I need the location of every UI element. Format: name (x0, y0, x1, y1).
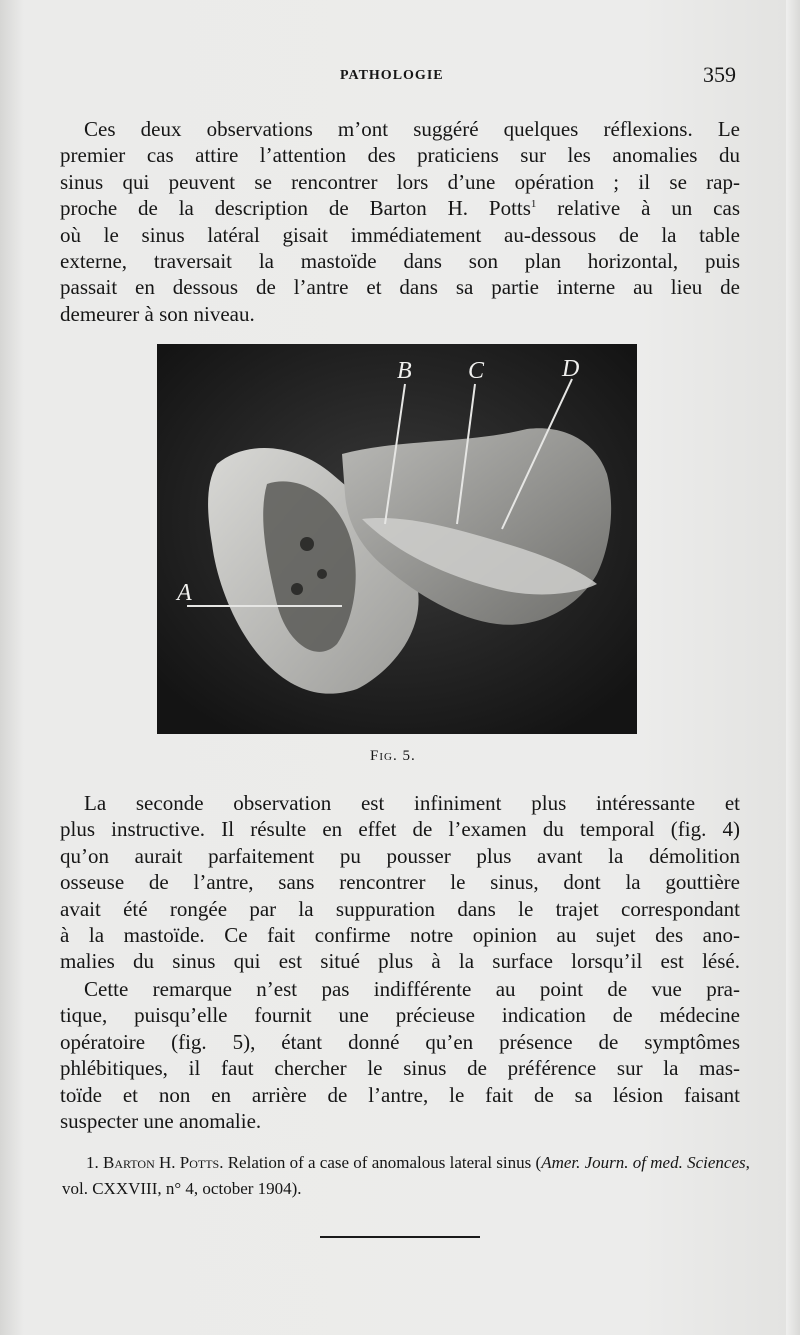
paragraph-2 (60, 790, 740, 975)
text-line: qu’on aurait parfaitement pu pousser plus avant la démolition (60, 843, 740, 868)
page-edge-shadow (786, 0, 800, 1335)
footnote (62, 1150, 752, 1202)
figure-caption: Fig. 5. (370, 748, 416, 764)
text-line: plus instructive. Il résulte en effet de l’examen du temporal (fig. 4) (60, 817, 740, 842)
figure-label-c: C (468, 358, 485, 384)
paragraph-1 (60, 116, 740, 327)
text-line: osseuse de l’antre, sans rencontrer le sinus, dont la gouttière (60, 870, 740, 895)
figure-label-b: B (397, 358, 412, 384)
text-line: Cette remarque n’est pas indifférente au point de vue pra- (84, 977, 740, 1001)
footnote-text: , vol. CXXVIII, n° 4, october 1904). (62, 1153, 750, 1198)
text-line: à la mastoïde. Ce fait confirme notre opinion au sujet des ano- (60, 923, 740, 948)
text-line: toïde et non en arrière de l’antre, le fait de sa lésion faisant (60, 1082, 740, 1107)
air-cell (291, 583, 303, 595)
footnote-author: Barton H. Potts. (103, 1153, 224, 1172)
footnote-number: 1. (86, 1153, 99, 1172)
text-line: Ces deux observations m’ont suggéré quelques réflexions. Le (84, 117, 740, 141)
running-head: PATHOLOGIE (340, 68, 444, 83)
text-line: malies du sinus qui est situé plus à la surface lorsqu’il est lésé. (60, 949, 740, 974)
figure-5-photograph (157, 344, 637, 734)
text-segment: relative à un cas (536, 196, 740, 221)
text-line-with-footnote (60, 195, 740, 221)
temporal-bone-photo (157, 344, 637, 734)
text-line: où le sinus latéral gisait immédiatement au-dessous de la table (60, 222, 740, 247)
text-segment: proche de la description de Barton H. Potts (60, 196, 531, 221)
footnote-text: Relation of a case of anomalous lateral sinus ( (223, 1153, 542, 1172)
text-line: premier cas attire l’attention des praticiens sur les anomalies du (60, 143, 740, 168)
air-cell (300, 537, 314, 551)
figure-label-d: D (562, 356, 580, 382)
paragraph-3 (60, 976, 740, 1134)
text-line: externe, traversait la mastoïde dans son plan horizontal, puis (60, 249, 740, 274)
text-line: tique, puisqu’elle fournit une précieuse indication de médecine (60, 1003, 740, 1028)
text-line: suspecter une anomalie. (60, 1109, 262, 1134)
text-line: phlébitiques, il faut chercher le sinus de préférence sur la mas- (60, 1056, 740, 1081)
end-rule (320, 1236, 480, 1238)
text-line: avait été rongée par la suppuration dans le trajet correspondant (60, 896, 740, 921)
footnote-journal: Amer. Journ. of med. Sciences (541, 1153, 746, 1172)
page-number: 359 (703, 62, 736, 87)
figure-label-a: A (177, 580, 192, 606)
text-line: passait en dessous de l’antre et dans sa partie interne au lieu de (60, 275, 740, 300)
text-line: demeurer à son niveau. (60, 301, 255, 326)
air-cell (317, 569, 327, 579)
text-line: sinus qui peuvent se rencontrer lors d’une opération ; il se rap- (60, 169, 740, 194)
footnote-ref[interactable]: 1 (530, 198, 537, 211)
text-line: opératoire (fig. 5), étant donné qu’en présence de symptômes (60, 1029, 740, 1054)
text-line: La seconde observation est infiniment plus intéressante et (84, 791, 740, 815)
